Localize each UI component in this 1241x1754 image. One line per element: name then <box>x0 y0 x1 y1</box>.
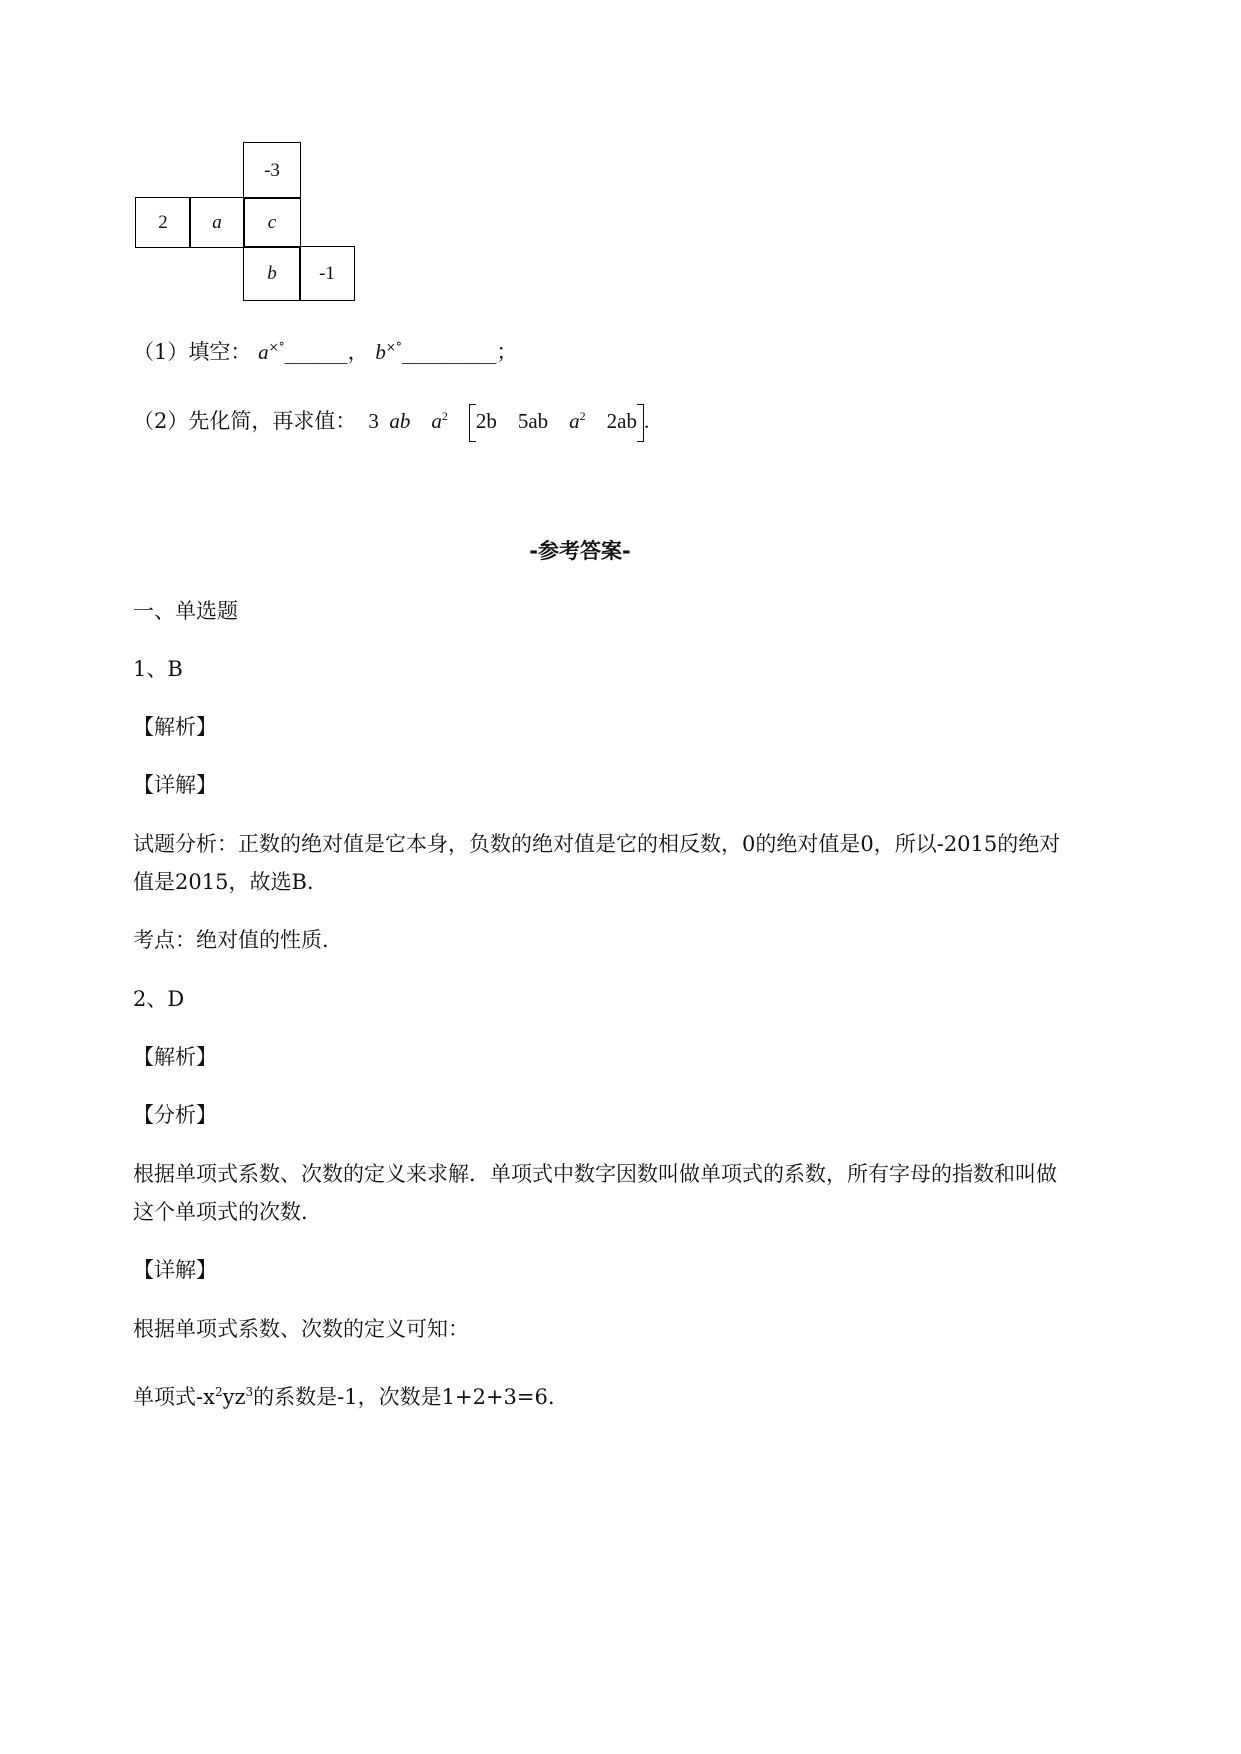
analysis-line-2: 这个单项式的次数. <box>133 1200 308 1224</box>
answer-title: -参考答案- <box>529 539 631 563</box>
q1-sep: ， <box>347 340 369 364</box>
net-cell-c: c <box>243 197 301 248</box>
detail-label-2: 【详解】 <box>133 1258 217 1282</box>
q1-blank-a: ______ <box>284 340 348 364</box>
solution-line-2: 值是2015，故选B. <box>133 870 314 894</box>
analysis-line-1: 根据单项式系数、次数的定义来求解．单项式中数字因数叫做单项式的系数，所有字母的指数和叫做 <box>133 1162 1057 1186</box>
analysis-label-2: 【解析】 <box>133 1045 217 1069</box>
q1-b-label: b <box>375 340 386 364</box>
q1-b-mark: ×° <box>385 340 402 354</box>
answer-2: 2、D <box>133 987 185 1011</box>
q2-expression: 3 ab $a^2$ 2b 5ab $a^2$ 2ab . <box>363 409 649 433</box>
analysis-sub-label: 【分析】 <box>133 1103 217 1127</box>
net-cell-a: a <box>189 197 245 248</box>
q1-a-mark: ×° <box>268 340 285 354</box>
analysis-label: 【解析】 <box>133 715 217 739</box>
q1-a-label: a <box>258 340 269 364</box>
net-cell-bottom-right: -1 <box>299 246 355 301</box>
q2-text: （2）先化简，再求值： <box>133 408 357 433</box>
q1-blank-b: _________ <box>401 340 497 364</box>
detail-label: 【详解】 <box>133 773 217 797</box>
q1-end: ； <box>496 340 518 364</box>
detail-line-2: 单项式$-x^2yz^3$的系数是-1，次数是1+2+3=6. <box>133 1385 555 1409</box>
question-2 <box>133 404 649 442</box>
q1-text: （1）填空： <box>133 340 252 364</box>
answer-1: 1、B <box>133 657 183 681</box>
question-1 <box>133 336 517 366</box>
key-point: 考点：绝对值的性质. <box>133 928 329 952</box>
net-cell-b: b <box>243 246 301 301</box>
right-bracket <box>637 404 644 442</box>
left-bracket <box>469 404 476 442</box>
detail-line-1: 根据单项式系数、次数的定义可知： <box>133 1317 469 1341</box>
net-cell-top: -3 <box>243 142 301 199</box>
solution-line-1: 试题分析：正数的绝对值是它本身，负数的绝对值是它的相反数，0的绝对值是0，所以-2015的绝对 <box>133 832 1061 856</box>
section-heading: 一、单选题 <box>133 599 238 623</box>
net-cell-left: 2 <box>135 197 191 248</box>
